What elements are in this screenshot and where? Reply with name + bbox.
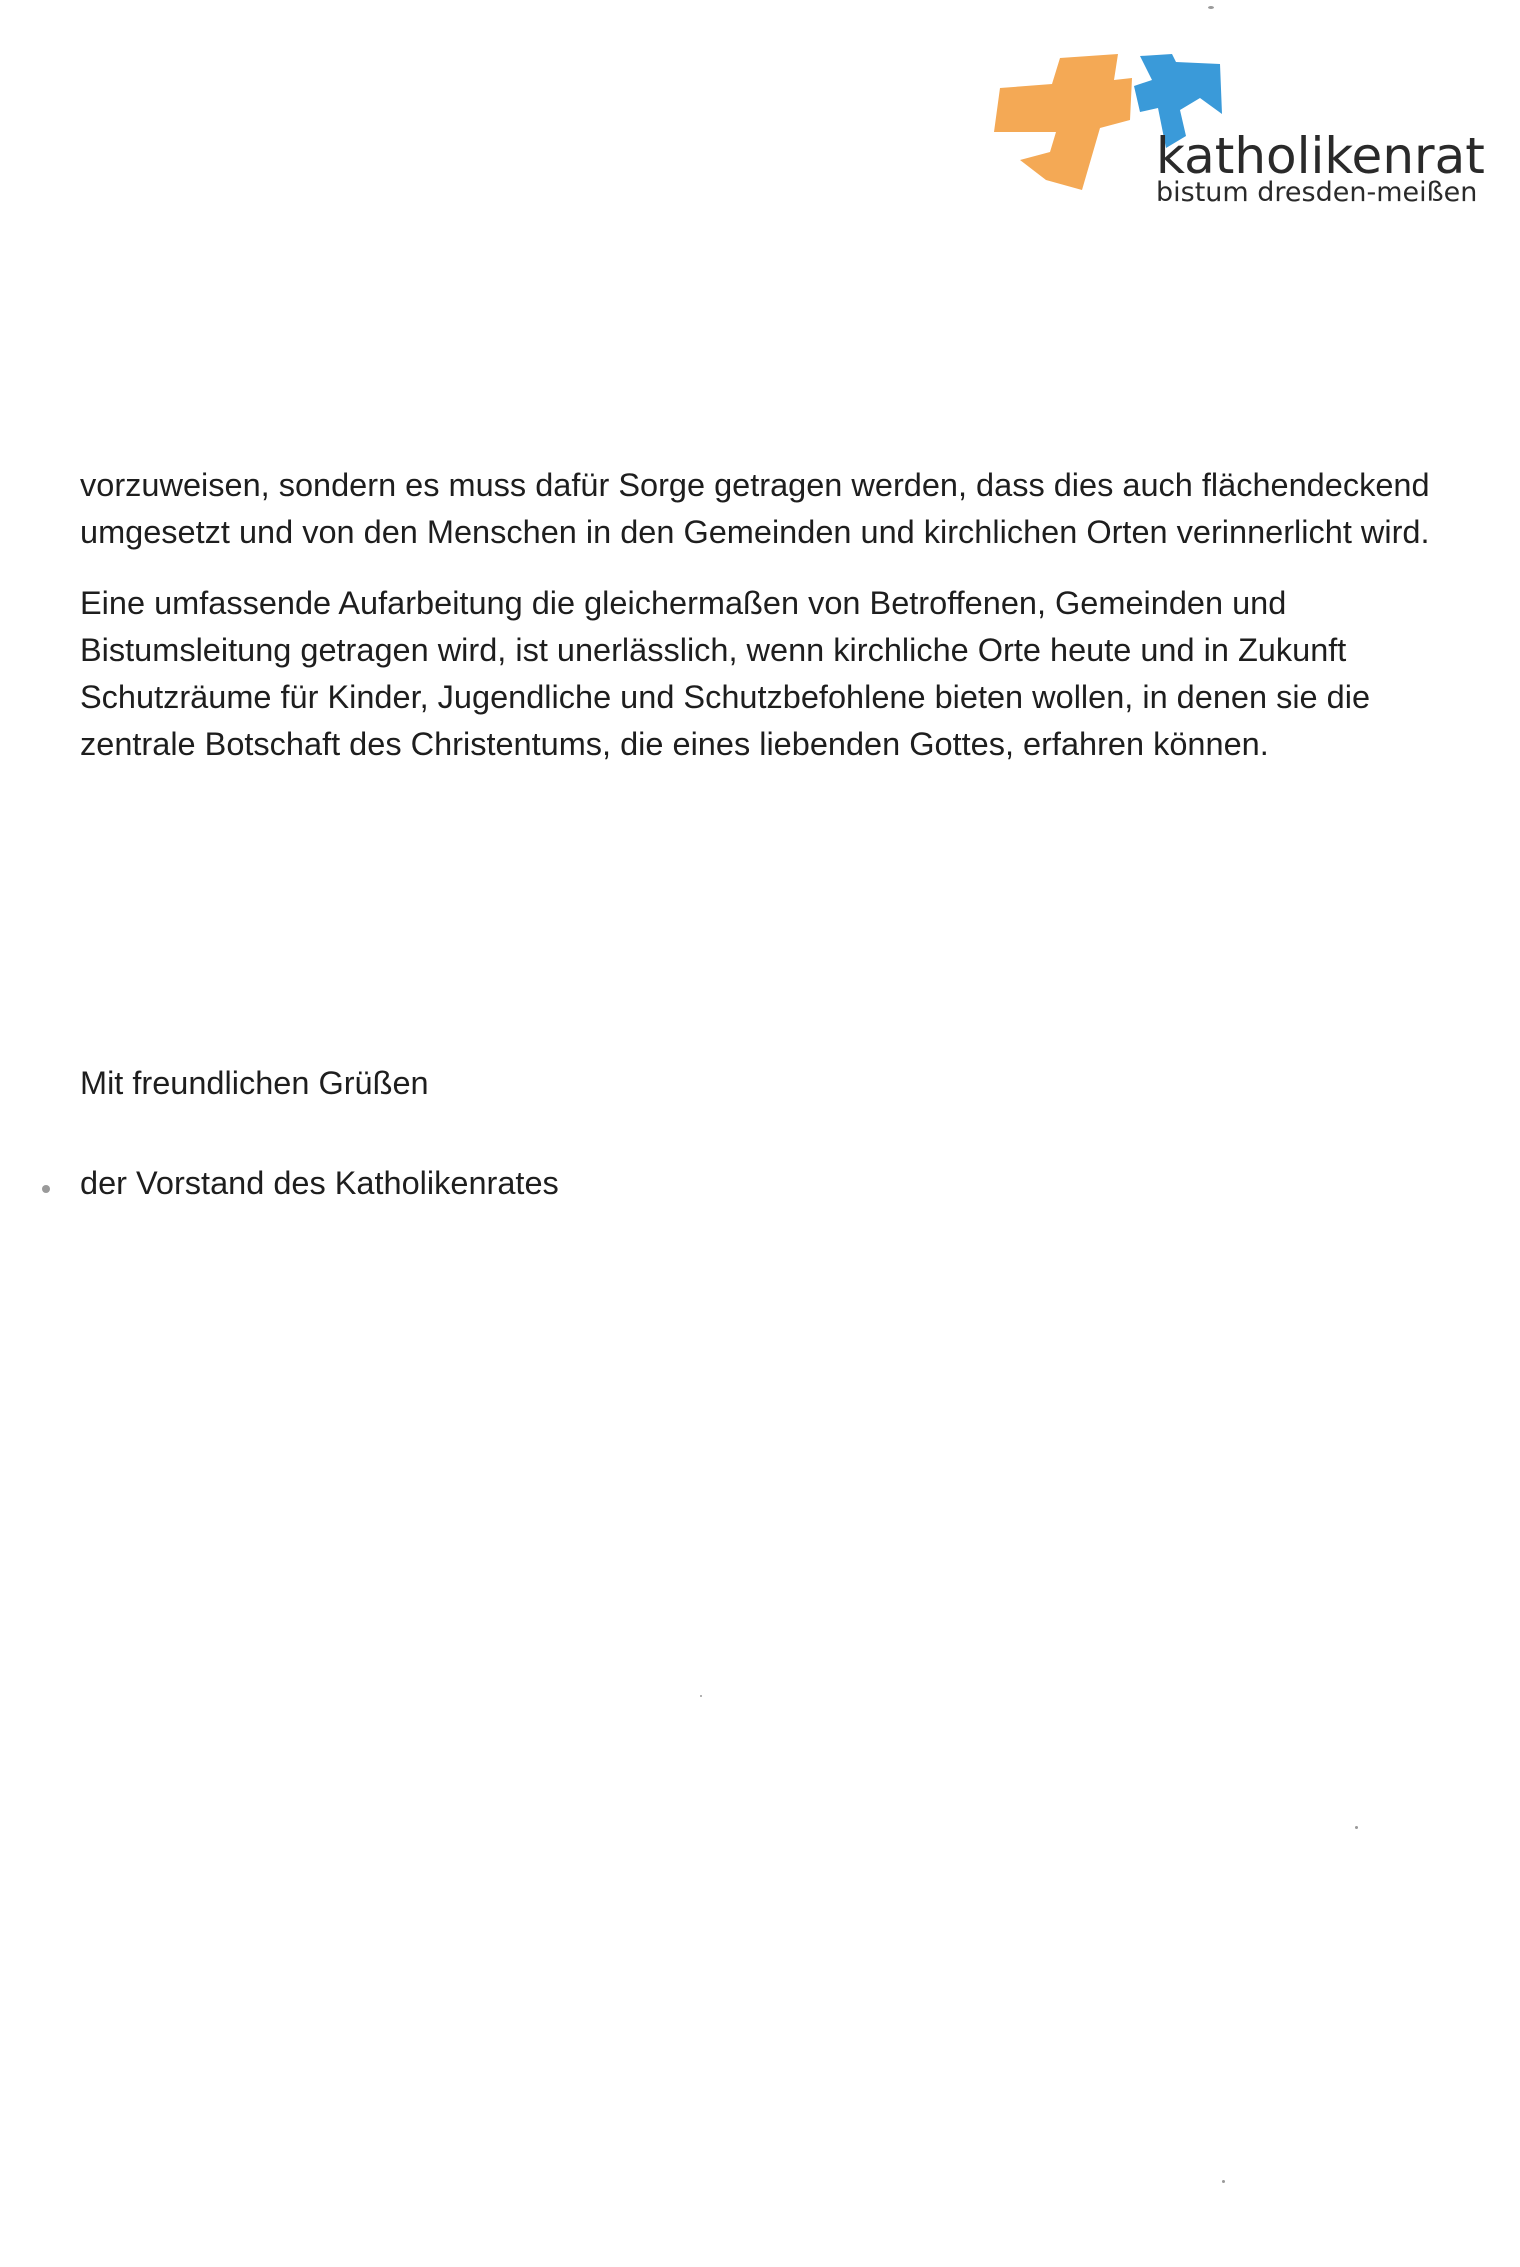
body-paragraph: Eine umfassende Aufarbeitung die gleichermaßen von Betroffenen, Gemeinden und Bistumsleitung getragen wird, ist unerlässlich, wenn kirchliche Orte heute und in Zukunft Schutzräume für Kinder, Jugendliche und Schutzbefohlene bieten wollen, in denen sie die zentrale Botschaft des Christentums, die eines liebenden Gottes, erfahren können. — [80, 585, 1371, 762]
scan-speck — [1208, 6, 1214, 9]
body-paragraph: vorzuweisen, sondern es muss dafür Sorge getragen werden, dass dies auch flächendeckend umgesetzt und von den Menschen in den Gemeinden und kirchlichen Orten verinnerlicht wird. — [80, 467, 1430, 550]
scan-speck — [1222, 2180, 1225, 2183]
scan-speck — [42, 1185, 50, 1193]
scan-speck — [700, 1695, 702, 1697]
closing-greeting: Mit freundlichen Grüßen — [80, 1065, 429, 1101]
logo-name: katholikenrat — [1156, 127, 1485, 185]
scan-speck — [1355, 1826, 1358, 1829]
katholikenrat-logo — [990, 50, 1485, 210]
logo-subtitle: bistum dresden-meißen — [1156, 177, 1478, 208]
logo-orange-shape — [994, 54, 1132, 190]
closing-sender: der Vorstand des Katholikenrates — [80, 1165, 559, 1201]
letter-body — [80, 462, 1480, 792]
